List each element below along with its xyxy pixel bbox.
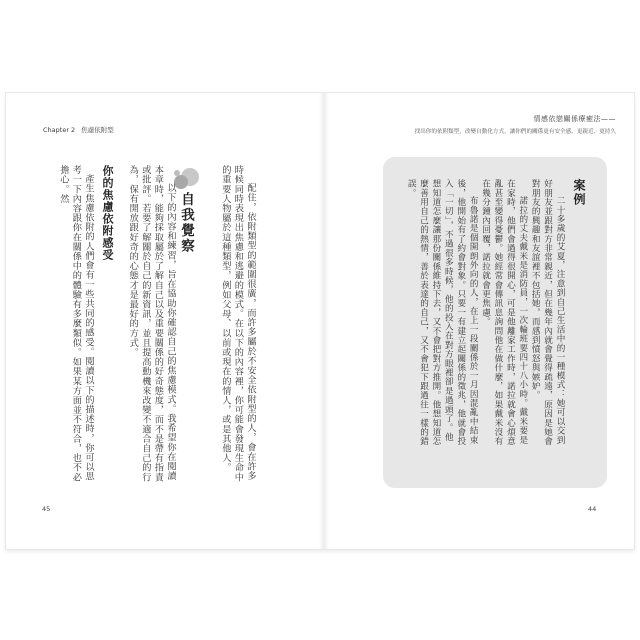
case-body	[398, 179, 566, 449]
sub-paragraph: 產生焦慮依附的人們會有一些共同的感受。閱讀以下的描述時，你可以思考一下內容跟你在關係中的體驗有多麼類似。如果某方面並不符合，也不必擔心。然	[57, 165, 94, 482]
page-number-right: 44	[588, 505, 597, 513]
intro-text	[192, 165, 256, 483]
intro-paragraph: 配住，依附類型的範圍很廣，而許多屬於不安全依附型的人，會在許多時候同時表現出焦慮和逃避的模式。在以下的內容裡，你可能會發現生命中的重要人物屬於這種類型，例如父母、以前或現在的情人，或是其他人。	[219, 165, 256, 482]
case-paragraph: 布魯諾是個開朗外向的人，在上一段關係於一月因混亂中結束後，他開始有了約會對象。只要一有建立起關係的徵兆，他就會投入「一切」，不過很多時候，他的投入在對方眼裡卻是過頭了。他想知道怎麼讓那份關係維持下去，又不會把對方推開。他想知道怎麼善用自己的熱情，善於表達的自己，又不會犯下跟過往一樣的錯誤。	[406, 179, 479, 446]
running-header	[406, 114, 616, 135]
chapter-header	[43, 125, 114, 134]
book-title: 情感依戀關係療癒法——	[533, 115, 616, 123]
page-gutter	[319, 93, 329, 549]
sub-heading-line: 你的焦慮依附感受	[101, 165, 114, 261]
case-paragraph: 諾拉的丈夫戴米是消防員，一次輪班要四十八小時。戴米要是在家時，他們會過得很開心，可是他離家工作時，諾拉就會心煩意亂甚至變得憂鬱。她經常會傳訊息詢問他在做什麼，如果戴米沒有在幾分鐘內回覆，諾拉就會更焦慮。	[480, 179, 528, 446]
case-paragraph: 二十多歲的艾夏，注意到自己生活中的一種模式：她可以交到好朋友並跟對方非常親近，但在幾年內就會覺得疏遠，原因是她會對朋友的興趣和友誼裡不包括她，而感到憤怒與嫉妒。	[530, 179, 565, 446]
section-text	[124, 165, 176, 483]
chapter-title: 焦慮依附型	[81, 126, 114, 134]
section-paragraph: 以下的內容和練習，旨在協助你確認自己的焦慮模式。我希望你在閱讀本章時，能夠採取屬於了解自己以及重要關係的好奇態度，而不是帶有指責或批評。若要了解關於自己的新資訊，並且提高動機來改變不適合自己的行為，保有開放跟好奇的心態才是最好的方式。	[127, 165, 176, 482]
book-subtitle: 找出你的依附類型，改變自動化方式，讓你們的關係更有安全感、更親近、更持久	[414, 129, 616, 135]
page-number-left: 45	[42, 505, 51, 513]
book-spread	[6, 93, 634, 549]
section-heading: 自我覺察	[178, 192, 194, 254]
case-title: 案例	[572, 179, 586, 207]
chapter-label: Chapter 2	[43, 126, 76, 134]
sub-section-text	[42, 165, 94, 483]
sub-heading	[100, 165, 114, 275]
